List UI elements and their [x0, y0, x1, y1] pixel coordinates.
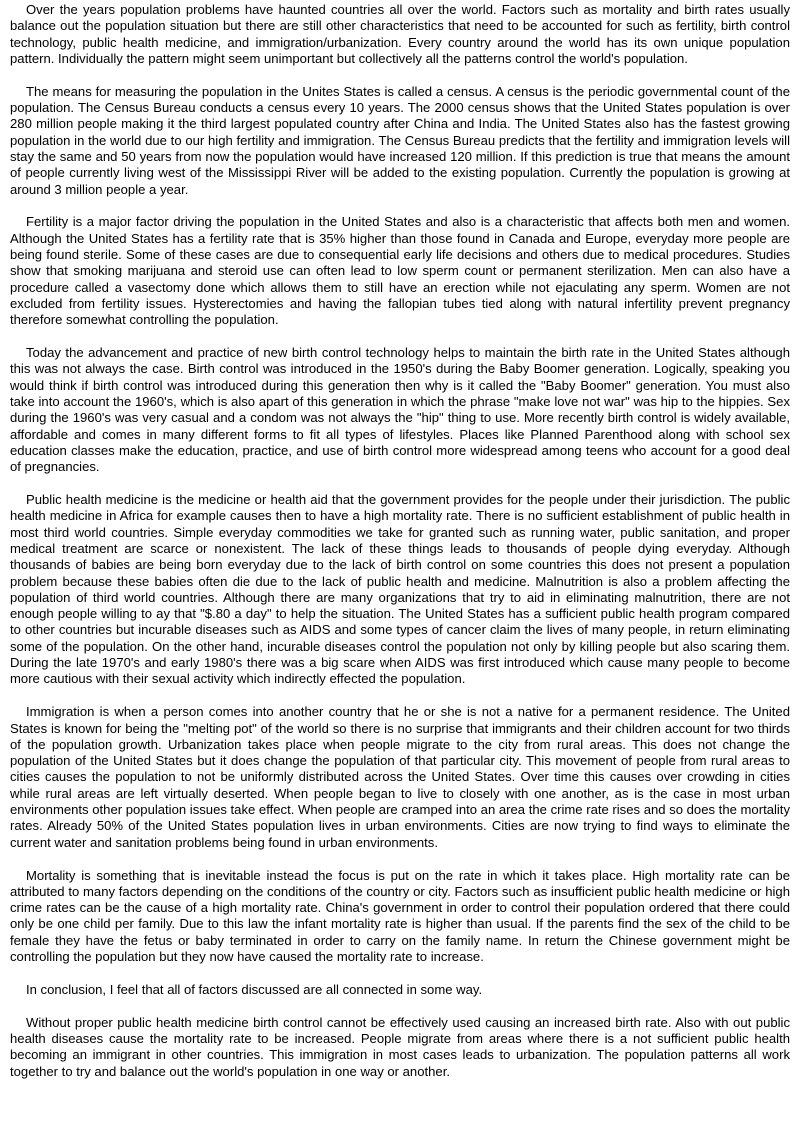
essay-document: [10, 2, 790, 1080]
paragraph-mortality: Mortality is something that is inevitable instead the focus is put on the rate in which it takes place. High mortality rate can be attributed to many factors depending on the conditions of the country or city. Factors such as insufficient public health medicine or high crime rates can be the cause of a high mortality rate. China's government in order to control their population ordered that there could only be one child per family. Due to this law the infant mortality rate is higher than usual. If the parents find the sex of the child to be female they have the fetus or baby terminated in order to carry on the family name. In return the Chinese government might be controlling the population but they now have caused the mortality rate to increase.: [10, 867, 790, 964]
paragraph-conclusion: Without proper public health medicine birth control cannot be effectively used causing an increased birth rate. Also with out public health diseases cause the mortality rate to be increased. People migrate from areas where there is a not sufficient public health becoming an immigrant in other countries. This immigration in most cases leads to urbanization. The population patterns all work together to try and balance out the world's population in one way or another.: [10, 1014, 790, 1079]
paragraph-census: The means for measuring the population in the Unites States is called a census. A census is the periodic governmental count of the population. The Census Bureau conducts a census every 10 years. The 2000 census shows that the United States population is over 280 million people making it the third largest populated country after China and India. The United States also has the fastest growing population in the world due to our high fertility and immigration. The Census Bureau predicts that the fertility and immigration levels will stay the same and 50 years from now the population would have increased 120 million. If this prediction is true that means the amount of people currently living west of the Mississippi River will be added to the existing population. Currently the population is growing at around 3 million people a year.: [10, 83, 790, 197]
paragraph-conclusion-intro: In conclusion, I feel that all of factors discussed are all connected in some way.: [26, 981, 483, 997]
paragraph-birth-control: Today the advancement and practice of new birth control technology helps to maintain the birth rate in the United States although this was not always the case. Birth control was introduced in the 1950's during the Baby Boomer generation. Logically, speaking you would think if birth control was introduced during this generation then why is it called the "Baby Boomer" generation. You must also take into account the 1960's, which is also apart of this generation in which the phrase "make love not war" was hip to the hippies. Sex during the 1960's was very casual and a condom was not always the "hip" thing to use. More recently birth control is widely available, affordable and comes in many different forms to fit all types of lifestyles. Places like Planned Parenthood along with school sex education classes make the education, practice, and use of birth control more widespread among teens who account for a good deal of pregnancies.: [10, 345, 790, 475]
paragraph-intro: Over the years population problems have haunted countries all over the world. Factors such as mortality and birth rates usually balance out the population situation but there are still other characteristics that need to be accounted for such as fertility, birth control technology, public health medicine, and immigration/urbanization. Every country around the world has its own unique population pattern. Individually the pattern might seem unimportant but collectively all the patterns control the world's population.: [10, 2, 790, 66]
paragraph-fertility: Fertility is a major factor driving the population in the United States and also is a characteristic that affects both men and women. Although the United States has a fertility rate that is 35% higher than those found in Canada and Europe, everyday more people are being found sterile. Some of these cases are due to consequential early life decisions and others due to medical procedures. Studies show that smoking marijuana and steroid use can often lead to low sperm count or permanent sterilization. Men can also have a procedure called a vasectomy done which allows them to still have an erection while not ejaculating any sperm. Women are not excluded from fertility issues. Hysterectomies and having the fallopian tubes tied along with natural infertility prevent pregnancy therefore somewhat controlling the population.: [10, 214, 790, 328]
paragraph-public-health: Public health medicine is the medicine or health aid that the government provides for the people under their jurisdiction. The public health medicine in Africa for example causes then to have a high mortality rate. There is no sufficient establishment of public health in most third world countries. Simple everyday commodities we take for granted such as running water, public sanitation, and proper medical treatment are scarce or nonexistent. The lack of these things leads to thousands of people dying everyday. Although thousands of babies are being born everyday due to the lack of birth control on some countries this does not present a population problem because these babies often die due to the lack of public health and medicine. Malnutrition is also a problem affecting the population of third world countries. Although there are many organizations that try to aid in eliminating malnutrition, there are not enough people willing to ay that "$.80 a day" to help the situation. The United States has a sufficient public health program compared to other countries but incurable diseases such as AIDS and some types of cancer claim the lives of many people, in return eliminating some of the population. On the other hand, incurable diseases control the population not only by killing people but also scaring them. During the late 1970's and early 1980's there was a big scare when AIDS was first introduced which cause many people to become more cautious with their sexual activity which indirectly effected the population.: [10, 492, 790, 687]
paragraph-immigration: Immigration is when a person comes into another country that he or she is not a native for a permanent residence. The United States is known for being the "melting pot" of the world so there is no surprise that immigrants and their children account for two thirds of the population growth. Urbanization takes place when people migrate to the city from rural areas. This does not change the population of the United States but it does change the population of that particular city. This movement of people from rural areas to cities causes the population to not be uniformly distributed across the United States. Over time this causes over crowding in cities while rural areas are left virtually deserted. When people began to live to closely with one another, as is the case in most urban environments other population issues take effect. When people are cramped into an area the crime rate rises and so does the mortality rates. Already 50% of the United States population lives in urban environments. Cities are now trying to find ways to eliminate the current water and sanitation problems being found in urban environments.: [10, 704, 790, 850]
